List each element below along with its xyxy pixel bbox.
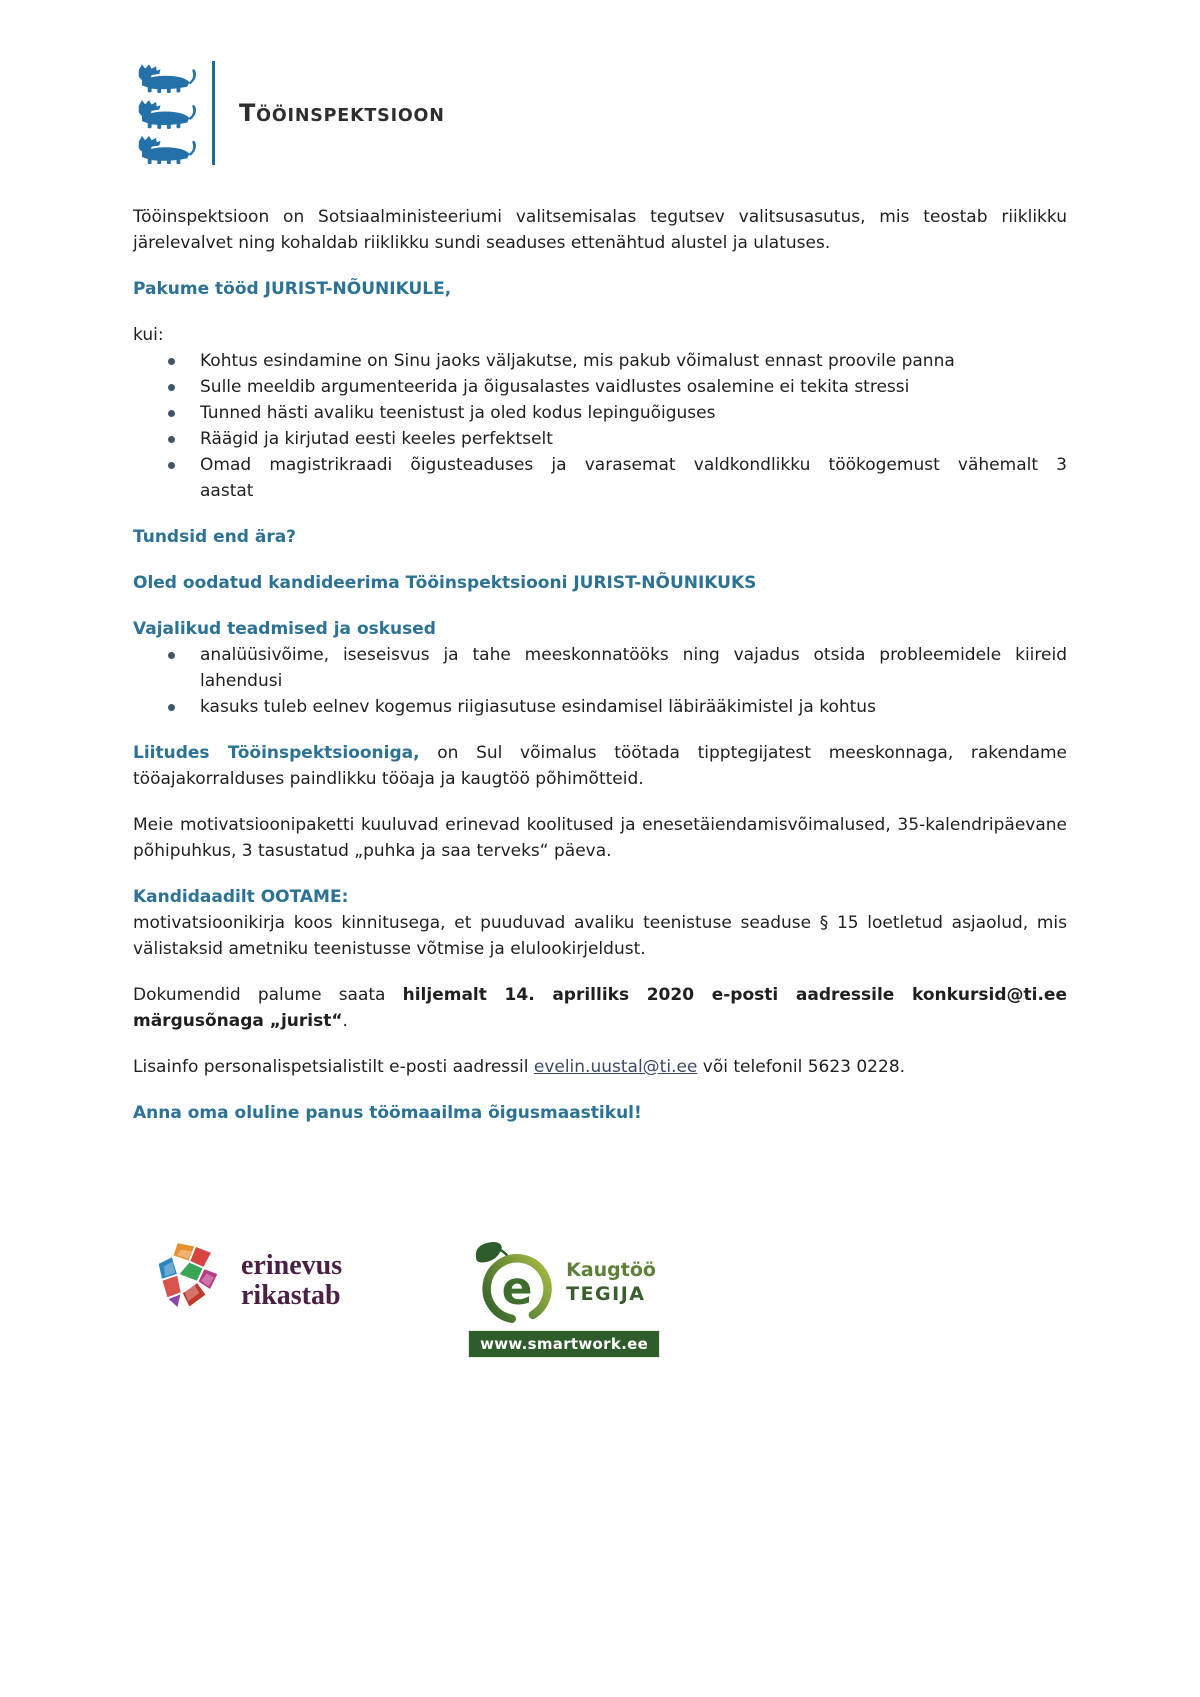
documents-regular: Dokumendid palume saata <box>133 985 403 1005</box>
oodatud-heading: Oled oodatud kandideerima Tööinspektsiooni JURIST-NÕUNIKUKS <box>133 573 757 593</box>
erinevus-rikastab-logo <box>153 1238 342 1324</box>
smartwork-e-icon <box>468 1238 556 1326</box>
list-item: analüüsivõime, iseseisvus ja tahe meeskonnatööks ning vajadus otsida probleemidele kiireid lahendusi <box>200 642 1067 694</box>
kaugtoo-line: Kaugtöö <box>566 1259 656 1281</box>
kaugtoo-top <box>468 1238 660 1326</box>
list-item: kasuks tuleb eelnev kogemus riigiasutuse esindamisel läbirääkimistel ja kohtus <box>200 694 1067 720</box>
offer-heading: Pakume tööd JURIST-NÕUNIKULE, <box>133 279 452 299</box>
job-posting-body <box>133 204 1067 1126</box>
gem-cluster-icon <box>153 1238 227 1324</box>
footer-logos <box>133 1238 1067 1358</box>
contact-after: või telefonil 5623 0228. <box>697 1057 906 1077</box>
skills-list <box>133 642 1067 720</box>
kaugtoo-label <box>566 1258 656 1306</box>
logo-divider <box>212 61 215 165</box>
conditions-list <box>133 348 1067 504</box>
list-item: Räägid ja kirjutad eesti keeles perfektselt <box>200 426 1067 452</box>
closing-heading: Anna oma oluline panus töömaailma õigusmaastikul! <box>133 1103 642 1123</box>
tegija-line: TEGIJA <box>566 1283 646 1305</box>
intro-paragraph: Tööinspektsioon on Sotsiaalministeeriumi valitsemisalas tegutsev valitsusasutus, mis teostab riiklikku järelevalvet ning kohaldab riiklikku sundi seaduses ettenähtud alustel ja ulatuses. <box>133 207 1067 253</box>
join-lead: Liitudes Tööinspektsiooniga, <box>133 743 420 763</box>
smartwork-url-banner: www.smartwork.ee <box>468 1330 660 1358</box>
list-item: Sulle meeldib argumenteerida ja õigusalastes vaidlustes osalemine ei tekita stressi <box>200 374 1067 400</box>
list-item: Omad magistrikraadi õigusteaduses ja varasemat valdkondlikku töökogemust vähemalt 3 aastat <box>200 452 1067 504</box>
letterhead <box>133 60 1067 166</box>
erinevus-rikastab-label <box>241 1251 342 1311</box>
expect-heading: Kandidaadilt OOTAME: <box>133 887 349 907</box>
kaugtoo-tegija-logo <box>468 1238 660 1358</box>
estonian-coat-of-arms-icon <box>133 63 197 164</box>
documents-deadline: hiljemalt 14. aprilliks 2020 e-posti aadressile konkursid@ti.ee märgusõnaga „jurist“ <box>133 985 1067 1031</box>
skills-block <box>133 616 1067 720</box>
org-name: TÖÖINSPEKTSIOON <box>239 99 445 127</box>
kui-label: kui: <box>133 325 164 345</box>
expectations-block <box>133 884 1067 962</box>
list-item: Tunned hästi avaliku teenistust ja oled kodus lepinguõiguses <box>200 400 1067 426</box>
list-item: Kohtus esindamine on Sinu jaoks väljakutse, mis pakub võimalust ennast proovile panna <box>200 348 1067 374</box>
erinevus-line: erinevus <box>241 1250 343 1281</box>
skills-heading: Vajalikud teadmised ja oskused <box>133 619 436 639</box>
join-paragraph <box>133 740 1067 792</box>
contact-paragraph <box>133 1054 1067 1080</box>
conditions-block <box>133 322 1067 504</box>
contact-before: Lisainfo personalispetsialistilt e-posti aadressil <box>133 1057 534 1077</box>
contact-email-link[interactable]: evelin.uustal@ti.ee <box>533 1057 698 1077</box>
tundsid-heading: Tundsid end ära? <box>133 527 297 547</box>
expect-body: motivatsioonikirja koos kinnitusega, et puuduvad avaliku teenistuse seaduse § 15 loetletud asjaolud, mis välistaksid ametniku teenistusse võtmise ja elulookirjeldust. <box>133 913 1067 959</box>
benefits-paragraph: Meie motivatsioonipaketti kuuluvad erinevad koolitused ja enesetäiendamisvõimalused, 35-kalendripäevane põhipuhkus, 3 tasustatud „puhka ja saa terveks“ päeva. <box>133 815 1067 861</box>
documents-paragraph <box>133 982 1067 1034</box>
documents-tail: . <box>342 1011 348 1031</box>
join-rest: on Sul võimalus töötada tipptegijatest meeskonnaga, rakendame tööajakorralduses paindlikku tööaja ja kaugtöö põhimõtteid. <box>133 743 1068 789</box>
rikastab-line: rikastab <box>241 1280 341 1311</box>
svg-text:e: e <box>501 1262 533 1315</box>
